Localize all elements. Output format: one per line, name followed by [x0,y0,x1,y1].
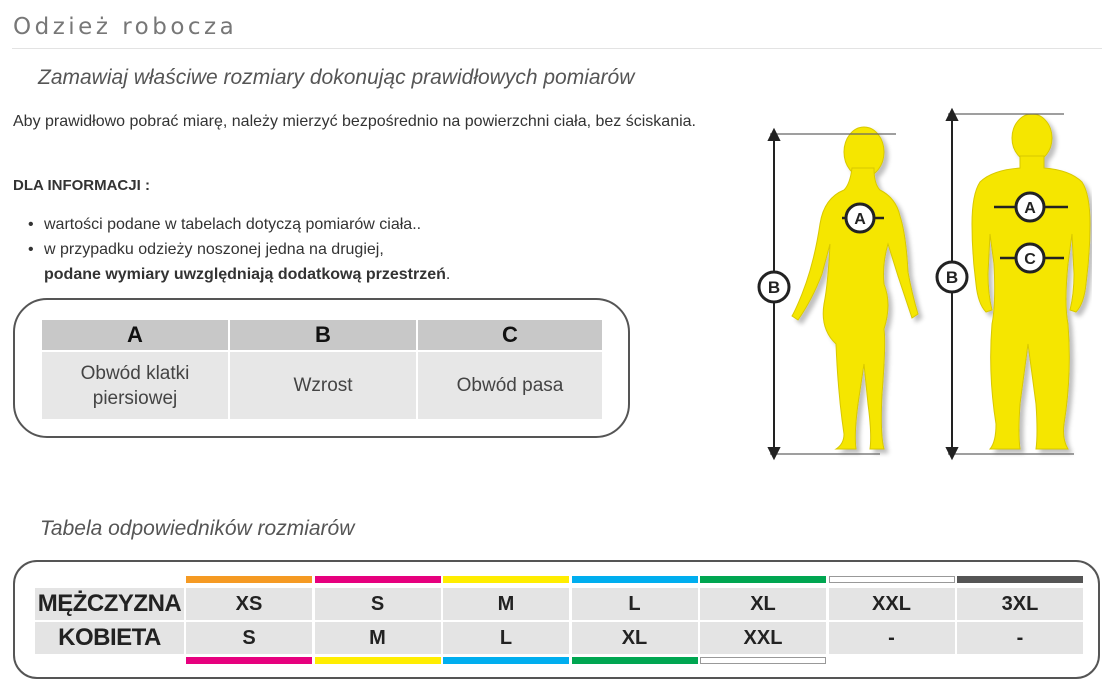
marker-female-a [846,204,874,232]
marker-male-a-label: A [1024,200,1036,217]
size-color-bar-top [957,576,1083,583]
info-list [26,212,450,287]
size-cell-men: M [443,588,569,620]
measure-header-c: C [418,320,602,350]
size-color-bar-bottom [443,657,569,664]
measure-label-height: Wzrost [230,352,416,419]
measurement-grid [42,320,602,419]
measure-label-waist: Obwód pasa [418,352,602,419]
size-color-bar-bottom [315,657,441,664]
marker-male-a [1016,193,1044,221]
male-figure [972,114,1090,449]
list-item [26,237,450,287]
bullet-bold-text: podane wymiary uwzględniają dodatkową przestrzeń [44,266,446,283]
size-color-bar-top [315,576,441,583]
size-table-title: Tabela odpowiedników rozmiarów [40,517,355,540]
size-table [13,560,1100,679]
bullet-text-2: w przypadku odzieży noszonej jedna na drugiej, [44,241,384,258]
size-cell-men: 3XL [957,588,1083,620]
measure-subtitle: Zamawiaj właściwe rozmiary dokonując prawidłowych pomiarów [38,66,635,89]
size-column [186,562,312,672]
female-figure [792,127,918,449]
row-label-men: MĘŻCZYZNA [35,588,184,620]
bullet-tail: . [445,266,451,283]
size-column [829,562,955,672]
size-color-bar-top [700,576,826,583]
size-color-bar-top [829,576,955,583]
size-color-bar-top [443,576,569,583]
measure-header-b: B [230,320,416,350]
marker-male-b [937,262,967,292]
title-divider [12,48,1102,49]
size-cell-men: XL [700,588,826,620]
size-cell-women: L [443,622,569,654]
size-cell-men: S [315,588,441,620]
size-cell-men: L [572,588,698,620]
measure-header-a: A [42,320,228,350]
size-color-bar-bottom [700,657,826,664]
page-title: Odzież robocza [13,14,238,40]
intro-text: Aby prawidłowo pobrać miarę, należy mierzyć bezpośrednio na powierzchni ciała, bez ściskania. [13,113,696,130]
size-cell-men: XS [186,588,312,620]
size-cell-women: XXL [700,622,826,654]
size-column [700,562,826,672]
size-cell-women: - [829,622,955,654]
marker-female-b-label: B [767,278,781,297]
size-column [315,562,441,672]
marker-female-b [759,272,789,302]
size-column [572,562,698,672]
size-column [443,562,569,672]
size-cell-women: M [315,622,441,654]
size-color-bar-bottom [572,657,698,664]
size-cell-men: XXL [829,588,955,620]
marker-male-c [1016,244,1044,272]
info-heading: DLA INFORMACJI : [13,177,150,194]
bullet-text-1: wartości podane w tabelach dotyczą pomiarów ciała.. [44,216,422,233]
row-label-women: KOBIETA [35,622,184,654]
measurement-legend [13,298,630,438]
marker-female-a-label: A [854,211,866,228]
list-item [26,212,450,237]
marker-male-b-label: B [945,268,959,287]
marker-male-c-label: C [1024,251,1036,268]
size-color-bar-top [572,576,698,583]
size-color-bar-bottom [186,657,312,664]
size-color-bar-top [186,576,312,583]
size-cell-women: XL [572,622,698,654]
measure-label-chest: Obwód klatki piersiowej [42,352,228,419]
size-cell-women: - [957,622,1083,654]
body-measurement-figures [752,104,1092,474]
size-cell-women: S [186,622,312,654]
size-column [957,562,1083,672]
